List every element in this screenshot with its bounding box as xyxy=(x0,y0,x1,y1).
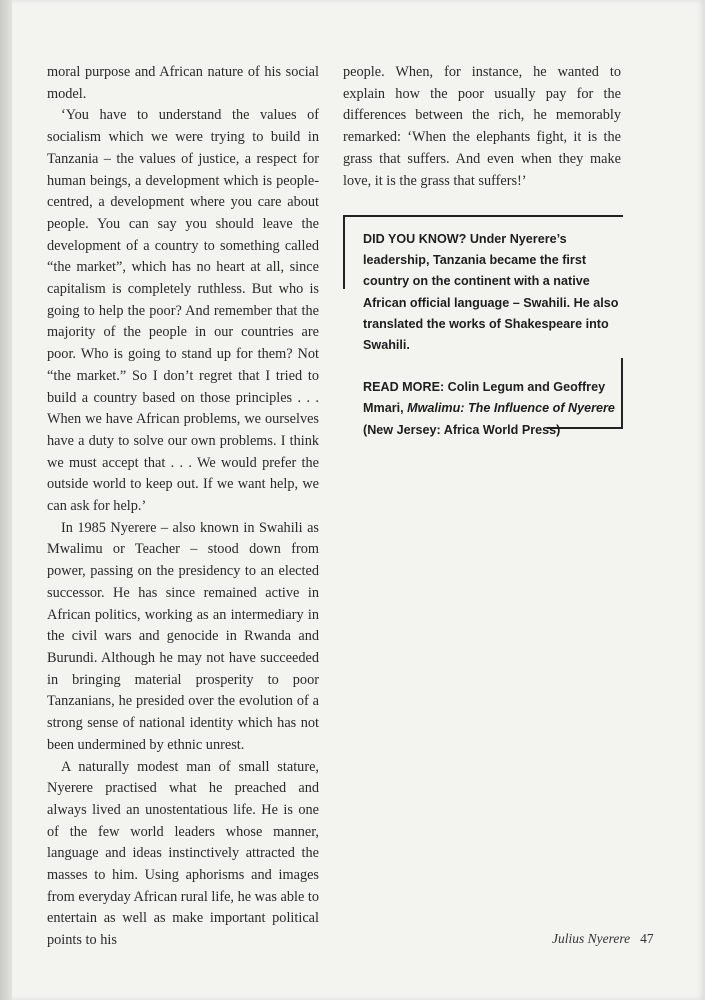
left-paragraph-3: In 1985 Nyerere – also known in Swahili as Mwalimu or Teacher – stood down from power, passing on the presidency to an elected successor. He has since remained active in African politics, working as an intermediary in the civil wars and genocide in Rwanda and Burundi. Although he may not have succeeded in bringing material prosperity to poor Tanzanians, he presided over the evolution of a strong sense of national identity which has not been undermined by ethnic unrest. xyxy=(47,519,319,753)
read-more-book-title: Mwalimu: The Influence of Nyerere xyxy=(407,401,615,416)
sidebar-text xyxy=(363,229,619,462)
left-text-column xyxy=(47,62,319,952)
read-more-text xyxy=(363,377,619,441)
left-paragraph-1: moral purpose and African nature of his social model. xyxy=(47,64,319,102)
sidebar-rule-top xyxy=(343,215,623,217)
page-number: 47 xyxy=(640,931,654,946)
running-title: Julius Nyerere xyxy=(552,931,631,946)
sidebar-rule-right xyxy=(621,358,623,429)
read-more-publisher: (New Jersey: Africa World Press) xyxy=(363,422,561,437)
left-paragraph-4: A naturally modest man of small stature, Nyerere practised what he preached and always lived an unostentatious life. He is one of the few world leaders whose manner, language and ideas instinctively attracted the masses to him. Using aphorisms and images from everyday African rural life, he was able to entertain as well as make important political points to his xyxy=(47,758,319,949)
left-paragraph-2: ‘You have to understand the values of socialism which we were trying to build in Tanzania – the values of justice, a respect for human beings, a development which is people-centred, a development where you care about people. You can say you should leave the development of a country to something called “the market”, which has no heart at all, since capitalism is completely ruthless. But who is going to help the poor? And remember that the majority of the people in our countries are poor. Who is going to stand up for them? Not “the market.” So I don’t regret that I tried to build a country based on those principles . . . When we have African problems, we ourselves have a duty to solve our own problems. I think we must accept that . . . We would prefer the outside world to keep out. If we want help, we can ask for help.’ xyxy=(47,107,319,515)
right-text-column xyxy=(343,62,621,192)
sidebar-rule-left xyxy=(343,215,345,289)
right-paragraph-1: people. When, for instance, he wanted to explain how the poor usually pay for the differences between the rich, he memorably remarked: ‘When the elephants fight, it is the grass that suffers. And even when they make love, it is the grass that suffers!’ xyxy=(343,64,621,189)
did-you-know-text: DID YOU KNOW? Under Nyerere’s leadership, Tanzania became the first country on the continent with a native African official language – Swahili. He also translated the works of Shakespeare into Swahili. xyxy=(363,232,619,353)
sidebar-box xyxy=(343,215,625,437)
page-footer xyxy=(552,931,654,947)
read-more-lead: READ MORE: Colin Legum and Geoffrey Mmari, xyxy=(363,380,606,416)
